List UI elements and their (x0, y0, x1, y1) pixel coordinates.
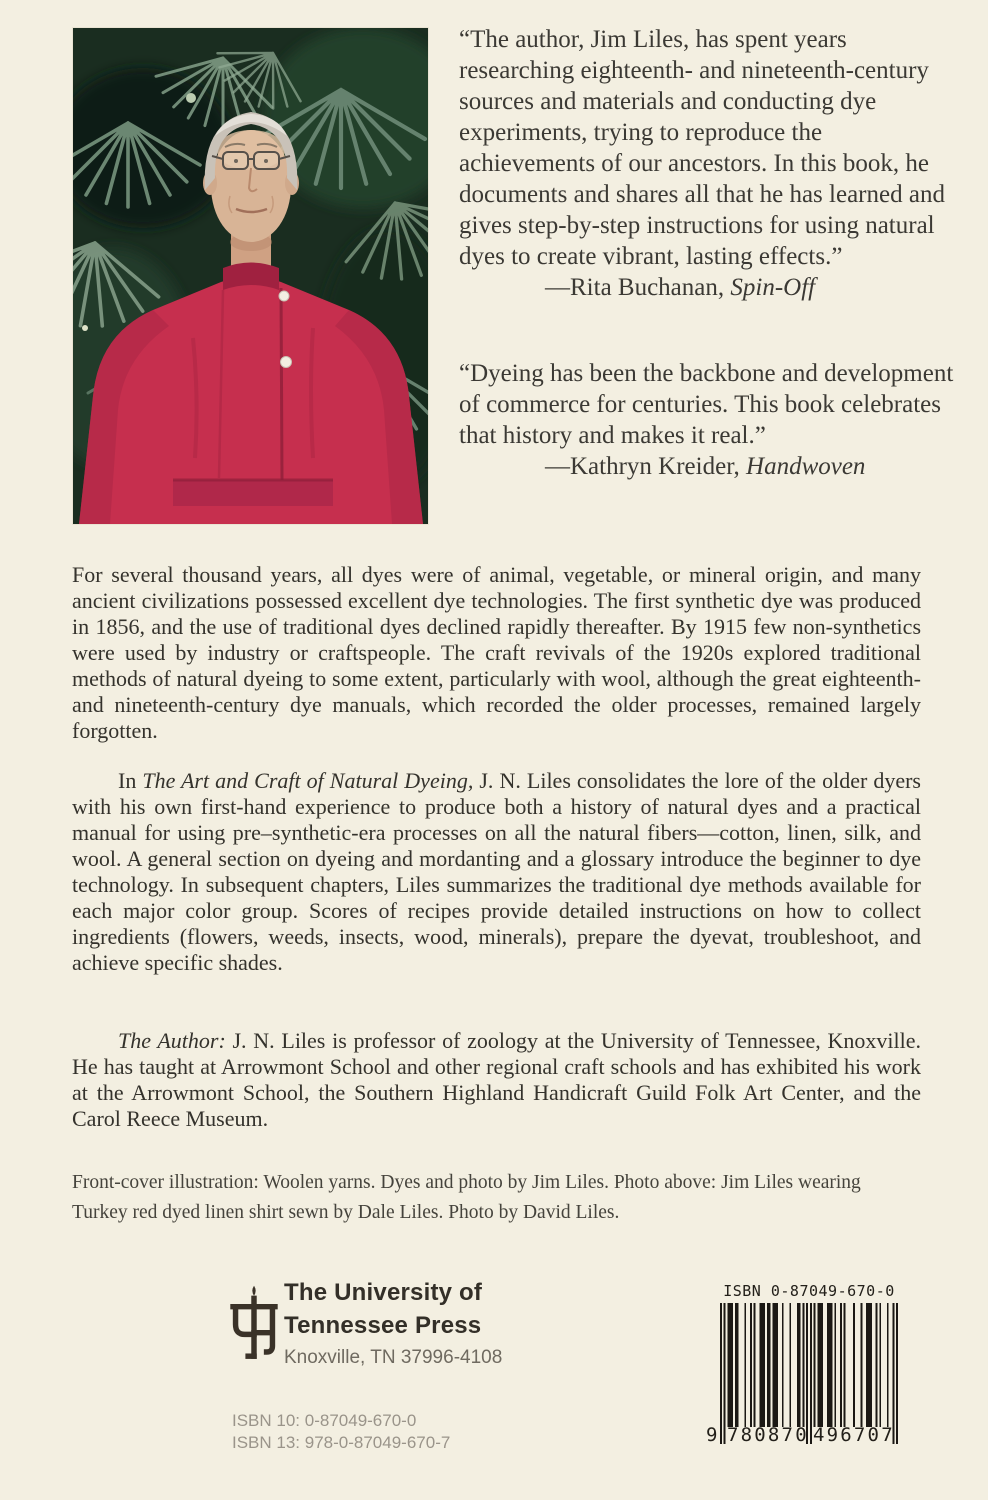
utp-torch-logo (228, 1278, 280, 1374)
review-quote-1 (459, 24, 956, 303)
description-paragraph-history: For several thousand years, all dyes were of animal, vegetable, or mineral origin, and many ancient civilizations possessed excellent dye technologies. The first synthetic dye was produced in 1856, and the use of traditional dyes declined rapidly thereafter. By 1915 few non-synthetics were used by industry or craftspeople. The craft revivals of the 1920s explored traditional methods of natural dyeing to some extent, particularly with wool, although the great eighteenth- and nineteenth-century dye manuals, which recorded the older processes, remained largely forgotten. (72, 562, 921, 743)
isbn13-line: ISBN 13: 978-0-87049-670-7 (232, 1433, 451, 1452)
quote-attribution: —Kathryn Kreider, Handwoven (545, 453, 866, 480)
shirt-button-mid (281, 357, 292, 368)
isbn-barcode (697, 1276, 929, 1454)
barcode-bars (720, 1303, 898, 1444)
flame-icon (252, 1286, 255, 1296)
barcode-digits: 9 780870 496707 (706, 1424, 895, 1446)
shirt-button-top (279, 291, 289, 301)
photo-credit: Front-cover illustration: Woolen yarns. Dyes and photo by Jim Liles. Photo above: Jim Liles wearing Turkey red dyed linen shirt sewn by Dale Liles. Photo by David Liles. (72, 1172, 861, 1223)
quote-text: “Dyeing has been the backbone and development of commerce for centuries. This book celebrates that history and makes it real.” (459, 360, 954, 449)
author-bio-paragraph: The Author: J. N. Liles is professor of zoology at the University of Tennessee, Knoxville. He has taught at Arrowmont School and other regional craft schools and has exhibited his work at the Arrowmont School, the Southern Highland Handicraft Guild Folk Art Center, and the Carol Reece Museum. (72, 1028, 921, 1131)
publisher-name-line1: The University of (284, 1279, 483, 1306)
isbn-footer (232, 1410, 450, 1454)
publisher-address: Knoxville, TN 37996-4108 (284, 1347, 503, 1368)
the-author-lead-italic: The Author: (118, 1028, 226, 1053)
barcode-isbn-label: ISBN 0-87049-670-0 (723, 1282, 895, 1300)
author-photo-illustration (73, 28, 428, 524)
publisher-name-line2: Tennessee Press (284, 1312, 482, 1339)
description-paragraph-book: In The Art and Craft of Natural Dyeing, J. N. Liles consolidates the lore of the older dyers with his own first-hand experience to produce both a history of natural dyes and a practical manual for using pre–synthetic-era processes on all the natural fibers—cotton, linen, silk, and wool. A general section on dyeing and mordanting and a glossary introduce the beginner to dye technology. In subsequent chapters, Liles summarizes the traditional dye methods available for each major color group. Scores of recipes provide detailed instructions on how to collect ingredients (flowers, weeds, insects, wood, minerals), prepare the dyevat, troubleshoot, and achieve specific shades. (72, 768, 921, 975)
review-quote-2 (459, 358, 956, 482)
isbn10-line: ISBN 10: 0-87049-670-0 (232, 1411, 417, 1430)
quote-text: “The author, Jim Liles, has spent years researching eighteenth- and nineteenth-century sources and materials and conducting dye experiments, trying to reproduce the achievements of our ancestors. In this book, he documents and shares all that he has learned and gives step-by-step instructions for using natural dyes to create vibrant, lasting effects.” (459, 26, 945, 270)
book-title-italic: The Art and Craft of Natural Dyeing, (142, 768, 474, 793)
author-photo (73, 28, 428, 524)
quote-attribution: —Rita Buchanan, Spin-Off (545, 274, 816, 301)
